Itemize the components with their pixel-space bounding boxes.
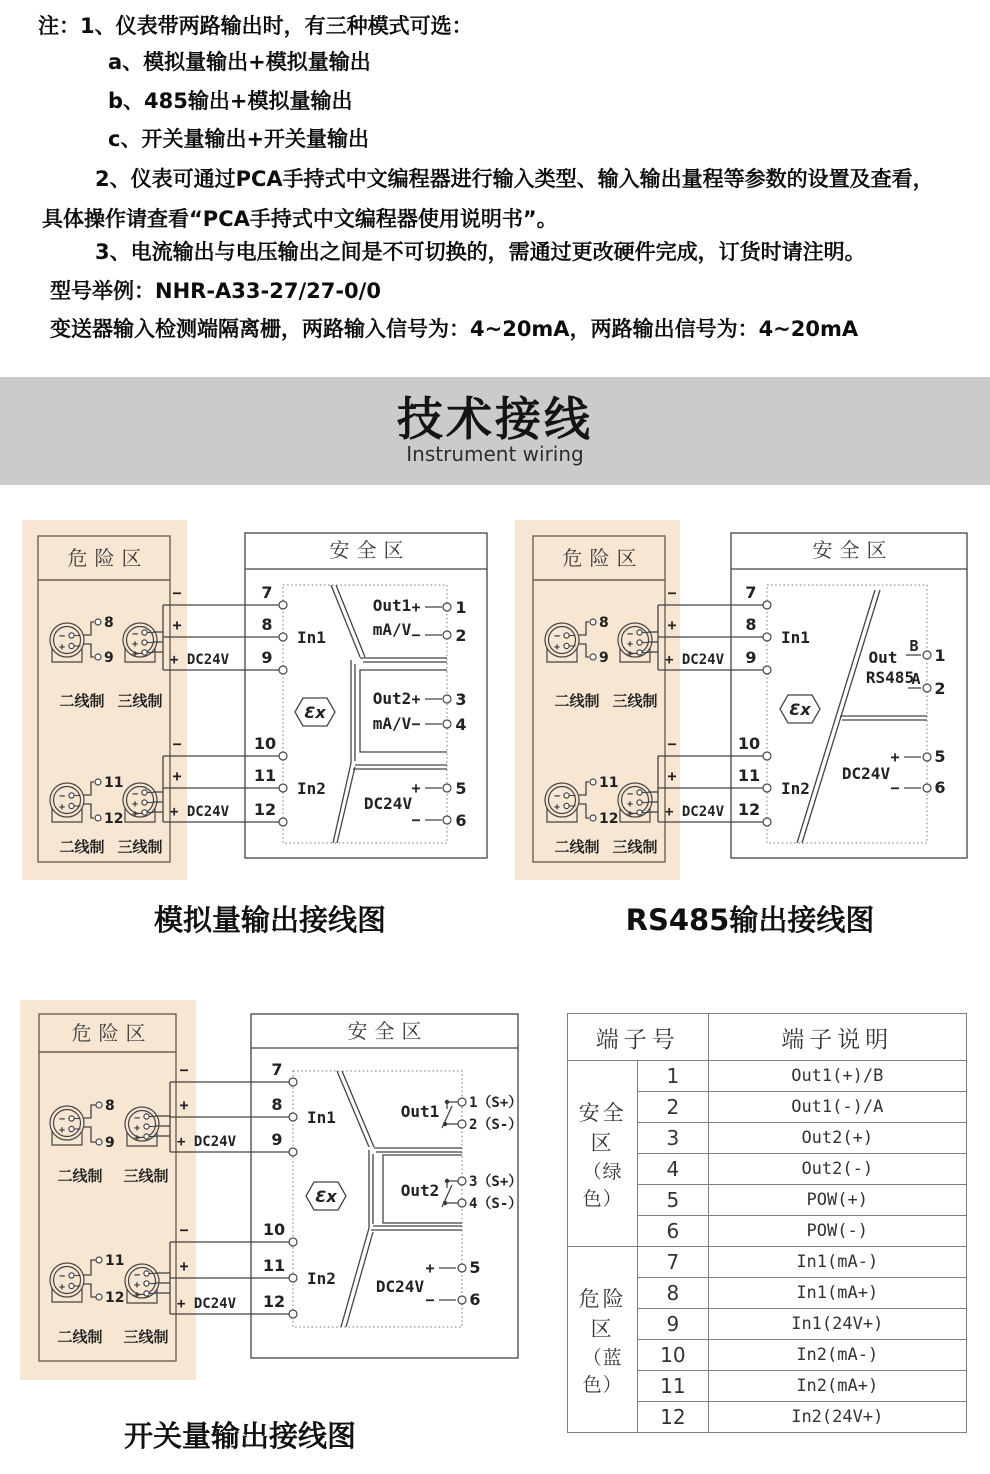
dc24v-label: DC24V: [841, 764, 891, 783]
sensor-terminal-12: 12: [104, 811, 124, 827]
wire-minus: −: [172, 735, 182, 753]
wire-plus: +: [179, 1257, 189, 1275]
terminal-number: 5: [638, 1185, 708, 1216]
two-wire-label: 二线制: [554, 838, 600, 856]
terminal-12: 12: [262, 1292, 286, 1311]
note-line: 注：1、仪表带两路输出时，有三种模式可选：: [38, 14, 473, 38]
danger-zone-title: 危险区: [71, 1021, 153, 1045]
terminal-6: 6: [934, 778, 946, 797]
out2-label: Out2: [372, 689, 412, 708]
note-line: c、开关量输出+开关量输出: [108, 127, 370, 151]
out-plus: +: [890, 748, 900, 766]
out2-unit: mA/V: [372, 714, 412, 733]
terminal-desc: POW(-): [708, 1216, 966, 1247]
switch-contact-out1: [442, 1100, 458, 1128]
group-label: 危险区: [578, 1286, 627, 1341]
wire-minus: −: [179, 1061, 189, 1079]
terminal-number: 4: [638, 1154, 708, 1185]
terminal-number: 1: [638, 1061, 708, 1092]
terminal-number: 8: [638, 1278, 708, 1309]
sensor-terminal-8: 8: [599, 615, 609, 631]
note-line: 变送器输入检测端隔离栅，两路输入信号为：4~20mA，两路输出信号为：4~20mA: [50, 317, 859, 341]
terminal-11: 11: [253, 766, 277, 785]
safe-zone-title: 安全区: [329, 538, 411, 562]
terminal-number: 10: [638, 1340, 708, 1371]
terminal-desc: In2(mA+): [708, 1371, 966, 1402]
terminal-desc: In2(mA-): [708, 1340, 966, 1371]
note-line: 2、仪表可通过PCA手持式中文编程器进行输入类型、输入输出量程等参数的设置及查看，: [95, 167, 934, 191]
terminal-6: 6: [469, 1290, 481, 1309]
in2-label: In2: [781, 779, 810, 798]
diagram-rs485-output: [510, 517, 990, 882]
note-line: 3、电流输出与电压输出之间是不可切换的，需通过更改硬件完成，订货时请注明。: [95, 240, 866, 264]
out2-label: Out2: [400, 1181, 440, 1200]
terminal-5: 5: [934, 747, 946, 766]
terminal-table: [567, 1013, 967, 1433]
diagram-analog-output: [20, 517, 520, 882]
out-minus: −: [890, 779, 900, 797]
diagram-switch-output: [20, 1000, 530, 1385]
wire-plus: +: [667, 616, 677, 634]
terminal-7: 7: [271, 1060, 283, 1079]
terminal-number: 9: [638, 1309, 708, 1340]
out-plus: +: [411, 690, 421, 708]
table-row: [568, 1061, 967, 1092]
wire-dc24v: + DC24V: [170, 652, 230, 668]
terminal-number: 11: [638, 1371, 708, 1402]
sensor-terminal-8: 8: [105, 1098, 115, 1114]
output-stub-wires: [439, 1268, 456, 1300]
caption-switch: 开关量输出接线图: [123, 1419, 356, 1453]
terminal-3: 3: [455, 690, 467, 709]
terminal-5: 5: [469, 1258, 481, 1277]
safe-zone-title: 安全区: [347, 1019, 429, 1043]
group-label: 安全区: [578, 1100, 627, 1155]
safe-zone-title: 安全区: [812, 538, 894, 562]
wire-dc24v: + DC24V: [177, 1296, 237, 1312]
terminal-number: 2: [638, 1092, 708, 1123]
line-b-label: B: [909, 637, 919, 655]
wire-dc24v: + DC24V: [177, 1134, 237, 1150]
danger-zone-strip: [20, 1000, 196, 1380]
svg-text:Ɛx: Ɛx: [315, 1187, 337, 1206]
wire-minus: −: [179, 1221, 189, 1239]
caption-analog: 模拟量输出接线图: [153, 903, 386, 937]
terminal-number: 7: [638, 1247, 708, 1278]
terminal-7: 7: [261, 583, 273, 602]
svg-text:Ɛx: Ɛx: [304, 703, 326, 722]
terminal-9: 9: [745, 648, 757, 667]
out-plus: +: [411, 779, 421, 797]
wire-plus: +: [172, 767, 182, 785]
page-subtitle: Instrument wiring: [406, 442, 584, 466]
terminal-2: 2: [934, 679, 946, 698]
in1-label: In1: [307, 1108, 336, 1127]
wire-dc24v: + DC24V: [665, 652, 725, 668]
terminal-desc: In2(24V+): [708, 1402, 966, 1433]
in2-label: In2: [307, 1269, 336, 1288]
out1-label: Out1: [400, 1102, 440, 1121]
sensor-terminal-9: 9: [105, 1135, 115, 1151]
switch-contact-out2: [442, 1179, 458, 1207]
terminal-8: 8: [745, 615, 757, 634]
wire-dc24v: + DC24V: [665, 804, 725, 820]
dc24v-label: DC24V: [375, 1277, 425, 1296]
terminal-number: 3: [638, 1123, 708, 1154]
terminal-desc: Out1(+)/B: [708, 1061, 966, 1092]
sensor-terminal-8: 8: [104, 615, 114, 631]
terminal-desc: In1(mA-): [708, 1247, 966, 1278]
terminal-10: 10: [737, 734, 761, 753]
group-danger-zone: [568, 1247, 638, 1433]
terminal-1: 1: [455, 598, 467, 617]
header-terminal-no: 端子号: [568, 1014, 709, 1061]
out-minus: −: [411, 811, 421, 829]
terminal-desc: Out1(-)/A: [708, 1092, 966, 1123]
note-line: 具体操作请查看“PCA手持式中文编程器使用说明书”。: [42, 207, 558, 231]
sensor-terminal-12: 12: [105, 1290, 125, 1306]
section-banner: [0, 377, 990, 485]
two-wire-label: 二线制: [59, 692, 105, 710]
danger-zone-title: 危险区: [67, 546, 149, 570]
in1-label: In1: [297, 628, 326, 647]
page-title: 技术接线: [397, 392, 593, 446]
terminal-10: 10: [253, 734, 277, 753]
safe-zone-box: [731, 533, 967, 858]
notes-block: [0, 0, 990, 365]
wire-minus: −: [667, 735, 677, 753]
two-wire-label: 二线制: [57, 1167, 103, 1185]
terminal-number: 12: [638, 1402, 708, 1433]
terminal-3-s: 3（S+）: [469, 1174, 523, 1190]
output-stub-wires: [425, 607, 442, 820]
two-wire-label: 二线制: [59, 838, 105, 856]
note-line: 型号举例：NHR-A33-27/27-0/0: [50, 279, 381, 303]
table-header-row: [568, 1014, 967, 1061]
terminal-9: 9: [261, 648, 273, 667]
terminal-1-s: 1（S+）: [469, 1095, 523, 1111]
in1-label: In1: [781, 628, 810, 647]
header-terminal-desc: 端子说明: [708, 1014, 966, 1061]
table-row: [568, 1247, 967, 1278]
sensor-terminal-11: 11: [105, 1253, 125, 1269]
terminal-desc: In1(mA+): [708, 1278, 966, 1309]
sensor-terminal-12: 12: [599, 811, 619, 827]
line-a-label: A: [911, 670, 921, 688]
two-wire-label: 二线制: [57, 1328, 103, 1346]
caption-rs485: RS485输出接线图: [625, 903, 875, 937]
svg-text:Ɛx: Ɛx: [789, 700, 811, 719]
terminal-2-s: 2（S-）: [469, 1117, 523, 1133]
group-safe-zone: [568, 1061, 638, 1247]
note-line: a、模拟量输出+模拟量输出: [108, 50, 371, 74]
wire-plus: +: [179, 1096, 189, 1114]
three-wire-label: 三线制: [612, 838, 658, 856]
terminal-desc: POW(+): [708, 1185, 966, 1216]
wire-minus: −: [667, 584, 677, 602]
terminal-11: 11: [737, 766, 761, 785]
terminal-9: 9: [271, 1130, 283, 1149]
ex-icon: [295, 698, 335, 726]
out1-unit: mA/V: [372, 620, 412, 639]
terminal-12: 12: [253, 800, 277, 819]
wire-plus: +: [172, 616, 182, 634]
terminal-8: 8: [261, 615, 273, 634]
group-sublabel: （绿色）: [582, 1160, 623, 1210]
ex-icon: [780, 695, 820, 723]
sensor-terminal-9: 9: [599, 650, 609, 666]
three-wire-label: 三线制: [117, 692, 163, 710]
terminal-desc: In1(24V+): [708, 1309, 966, 1340]
out-minus: −: [425, 1291, 435, 1309]
terminal-number: 6: [638, 1216, 708, 1247]
terminal-12: 12: [737, 800, 761, 819]
out-plus: +: [425, 1259, 435, 1277]
out-label: Out: [868, 648, 898, 667]
terminal-desc: Out2(-): [708, 1154, 966, 1185]
terminal-10: 10: [262, 1220, 286, 1239]
out-minus: −: [411, 626, 421, 644]
wire-minus: −: [172, 584, 182, 602]
three-wire-label: 三线制: [117, 838, 163, 856]
terminal-1: 1: [934, 646, 946, 665]
isolation-barrier-lines: [797, 590, 927, 843]
sensor-terminal-11: 11: [599, 775, 619, 791]
terminal-4-s: 4（S-）: [469, 1196, 523, 1212]
out1-label: Out1: [372, 596, 412, 615]
two-wire-label: 二线制: [554, 692, 600, 710]
terminal-6: 6: [455, 811, 467, 830]
three-wire-label: 三线制: [612, 692, 658, 710]
in2-label: In2: [297, 779, 326, 798]
terminal-11: 11: [262, 1256, 286, 1275]
terminal-desc: Out2(+): [708, 1123, 966, 1154]
terminal-4: 4: [455, 715, 467, 734]
sensor-terminal-11: 11: [104, 775, 124, 791]
terminal-5: 5: [455, 779, 467, 798]
sensor-terminal-9: 9: [104, 650, 114, 666]
note-line: b、485输出+模拟量输出: [108, 89, 353, 113]
terminal-7: 7: [745, 583, 757, 602]
dc24v-label: DC24V: [363, 794, 413, 813]
terminal-8: 8: [271, 1095, 283, 1114]
three-wire-label: 三线制: [123, 1328, 169, 1346]
rs485-label: RS485: [865, 668, 915, 687]
ex-icon: [306, 1182, 346, 1210]
out-minus: −: [411, 715, 421, 733]
group-sublabel: （蓝色）: [582, 1346, 623, 1396]
three-wire-label: 三线制: [123, 1167, 169, 1185]
danger-zone-title: 危险区: [562, 546, 644, 570]
out-plus: +: [411, 598, 421, 616]
wire-plus: +: [667, 767, 677, 785]
terminal-2: 2: [455, 626, 467, 645]
wire-dc24v: + DC24V: [170, 804, 230, 820]
